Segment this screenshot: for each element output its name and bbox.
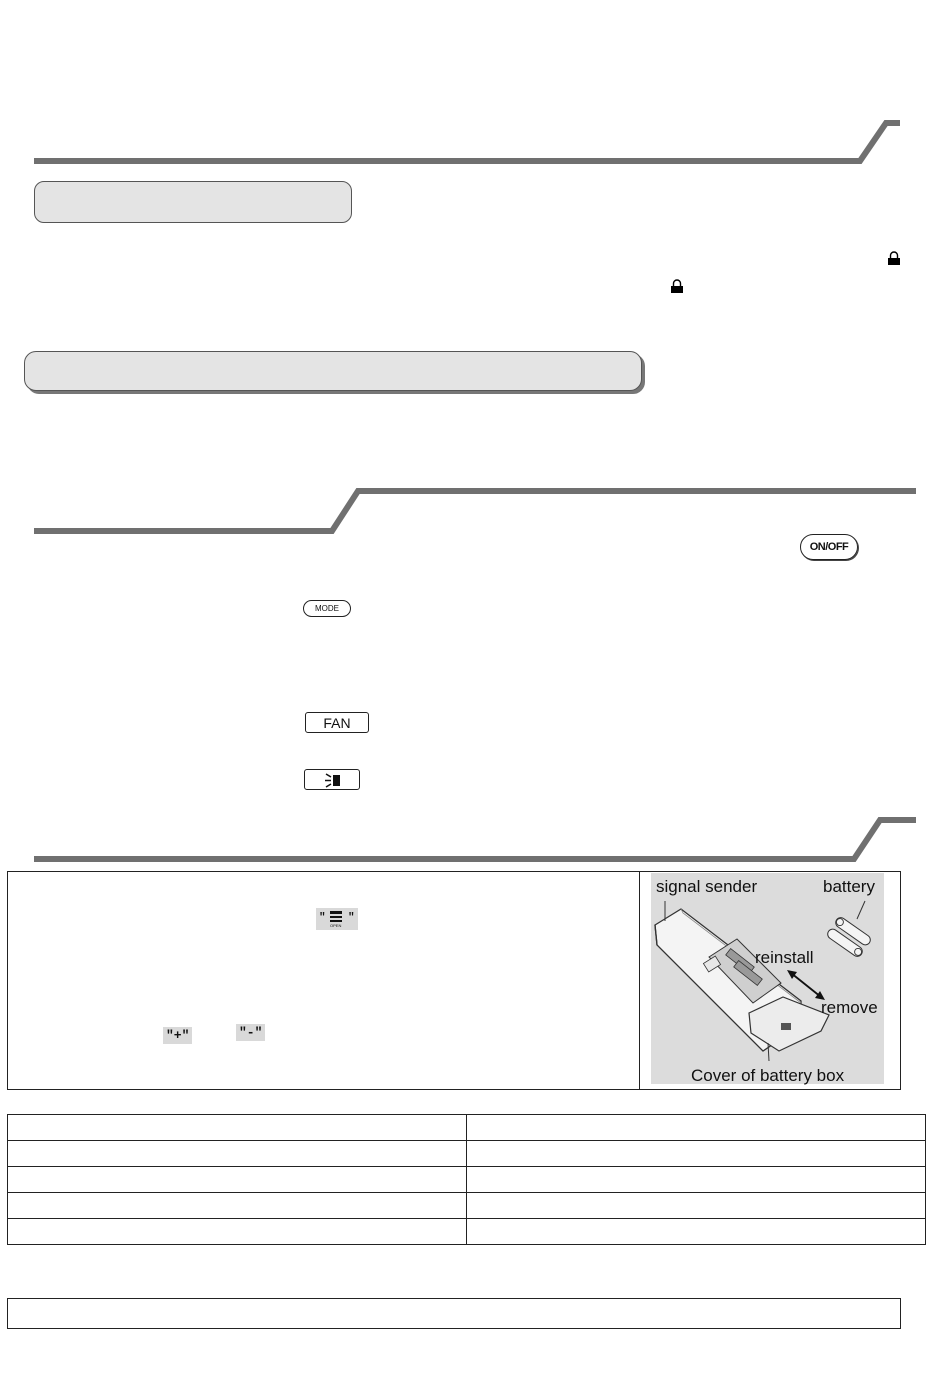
svg-text:": "	[319, 912, 326, 924]
spec-table	[7, 1114, 926, 1245]
label-reinstall: reinstall	[755, 948, 814, 967]
label-battery: battery	[823, 877, 875, 896]
plus-symbol: "+"	[163, 1027, 192, 1044]
table-row	[8, 1219, 926, 1245]
open-caption: OPEN	[330, 923, 342, 928]
table-row	[8, 1167, 926, 1193]
onoff-label: ON/OFF	[809, 541, 849, 553]
fan-label: FAN	[323, 714, 351, 731]
table-row	[8, 1115, 926, 1141]
mode-label: MODE	[315, 604, 339, 613]
label-signal-sender: signal sender	[656, 877, 758, 896]
battery-replacement-illustration	[651, 873, 884, 1084]
remote-control-drawing	[651, 873, 884, 1084]
table-row	[8, 1141, 926, 1167]
minus-symbol: "-"	[236, 1024, 265, 1041]
label-remove: remove	[821, 998, 878, 1017]
table-row	[8, 1193, 926, 1219]
label-cover: Cover of battery box	[691, 1066, 845, 1085]
note-box	[7, 1298, 901, 1329]
svg-text:": "	[348, 912, 355, 924]
battery-info-divider	[639, 872, 640, 1089]
open-louver-symbol	[316, 908, 358, 930]
